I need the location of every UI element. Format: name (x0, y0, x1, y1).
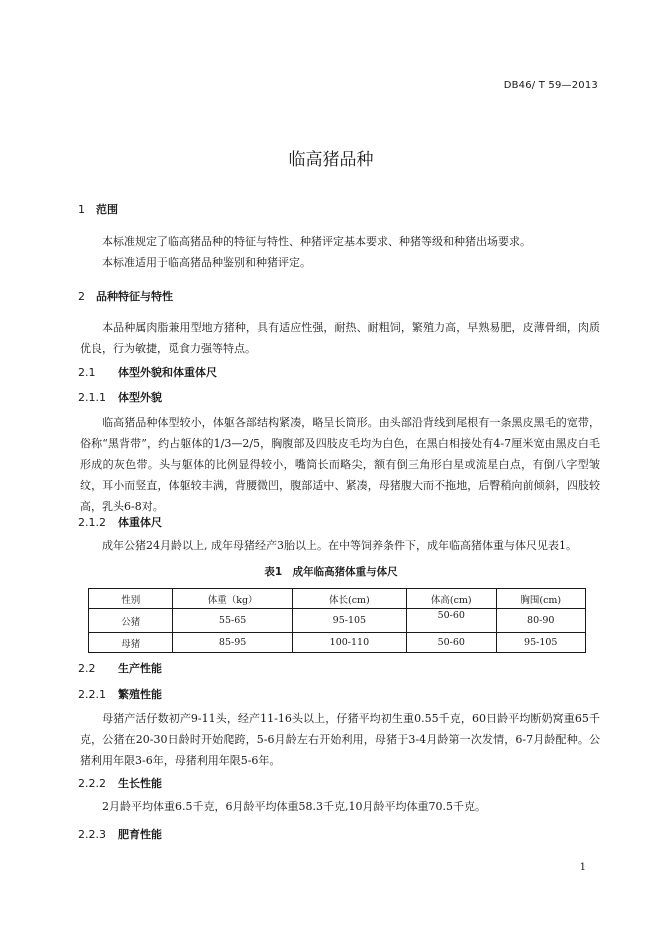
table-header-row (89, 589, 586, 609)
table-cell: 95-105 (292, 609, 406, 633)
table-cell: 公猪 (89, 609, 173, 633)
section-2-body (80, 317, 600, 359)
body-measure-table (88, 588, 586, 653)
section-2-heading (78, 288, 173, 304)
header-cell: 性别 (89, 589, 173, 609)
paragraph: 本标准规定了临高猪品种的特征与特性、种猪评定基本要求、种猪等级和种猪出场要求。 (102, 235, 531, 248)
subsection-2-2-2-body (80, 796, 600, 817)
paragraph: 母猪产活仔数初产9-11头，经产11-16头以上，仔猪平均初生重0.55千克，60日龄平均断奶窝重65千克，公猪在20-30日龄时开始爬跨，5-6月龄左右开始利用，母猪于3-4月龄第一次发情，6-7月龄配种。公猪利用年限3-6年，母猪利用年限5-6年。 (80, 712, 600, 767)
subsection-2-1-2-heading: 2.1.2 体重体尺 (78, 516, 162, 529)
table-cell: 85-95 (173, 633, 292, 653)
header-cell: 体重（kg） (173, 589, 292, 609)
table-cell: 50-60 (407, 633, 496, 653)
table-row (89, 609, 586, 633)
header-cell: 胸围(cm) (496, 589, 586, 609)
paragraph: 本品种属肉脂兼用型地方猪种，具有适应性强，耐热、耐粗饲，繁殖力高，早熟易肥，皮薄骨细，肉质优良，行为敏捷，觅食力强等特点。 (80, 321, 600, 355)
subsection-2-1-1-body (80, 412, 600, 517)
table-cell: 55-65 (173, 609, 292, 633)
paragraph: 临高猪品种体型较小，体躯各部结构紧凑，略呈长筒形。由头部沿背线到尾根有一条黑皮黑毛的宽带，俗称“黑背带”，约占躯体的1/3—2/5，胸腹部及四肢皮毛均为白色，在黑白相接处有4-7厘米宽由黑皮白毛形成的灰色带。头与躯体的比例显得较小，嘴筒长而略尖，额有倒三角形白星或流星白点，有倒八字型皱纹，耳小而竖直，体躯较丰满，背腰微凹，腹部适中、紧凑，母猪腹大而不拖地，后臀稍向前倾斜，四肢较高，乳头6-8对。 (80, 416, 600, 513)
section-1-body (80, 231, 600, 273)
subsection-2-1-2-body (80, 535, 600, 556)
table-cell: 80-90 (496, 609, 586, 633)
subsection-2-1-heading: 2.1 体型外貌和体重体尺 (78, 366, 217, 379)
table-row (89, 633, 586, 653)
subsection-2-2-heading: 2.2 生产性能 (78, 662, 162, 675)
paragraph: 2月龄平均体重6.5千克，6月龄平均体重58.3千克,10月龄平均体重70.5千克。 (102, 800, 486, 813)
table-caption: 表1 成年临高猪体重与体尺 (264, 566, 398, 578)
section-number: 1 (78, 203, 85, 216)
subsection-2-2-1-heading: 2.2.1 繁殖性能 (78, 688, 162, 701)
subsection-2-2-1-body (80, 708, 600, 771)
section-1-heading (78, 201, 118, 217)
document-title: 临高猪品种 (288, 150, 374, 170)
section-title: 品种特征与特性 (96, 290, 173, 303)
paragraph: 本标准适用于临高猪品种鉴别和种猪评定。 (102, 256, 311, 269)
section-title: 范围 (96, 203, 118, 216)
table-cell: 50-60 (407, 609, 496, 633)
table-cell: 母猪 (89, 633, 173, 653)
page-number: 1 (579, 862, 586, 873)
table-cell: 95-105 (496, 633, 586, 653)
header-cell: 体高(cm) (407, 589, 496, 609)
header-cell: 体长(cm) (292, 589, 406, 609)
paragraph: 成年公猪24月龄以上, 成年母猪经产3胎以上。在中等饲养条件下，成年临高猪体重与体尺见表1。 (102, 539, 577, 552)
section-number: 2 (78, 290, 85, 303)
subsection-2-2-3-heading: 2.2.3 肥育性能 (78, 828, 162, 841)
table-cell: 100-110 (292, 633, 406, 653)
document-number: DB46/ T 59—2013 (503, 80, 598, 91)
subsection-2-1-1-heading: 2.1.1 体型外貌 (78, 391, 162, 404)
subsection-2-2-2-heading: 2.2.2 生长性能 (78, 777, 162, 790)
